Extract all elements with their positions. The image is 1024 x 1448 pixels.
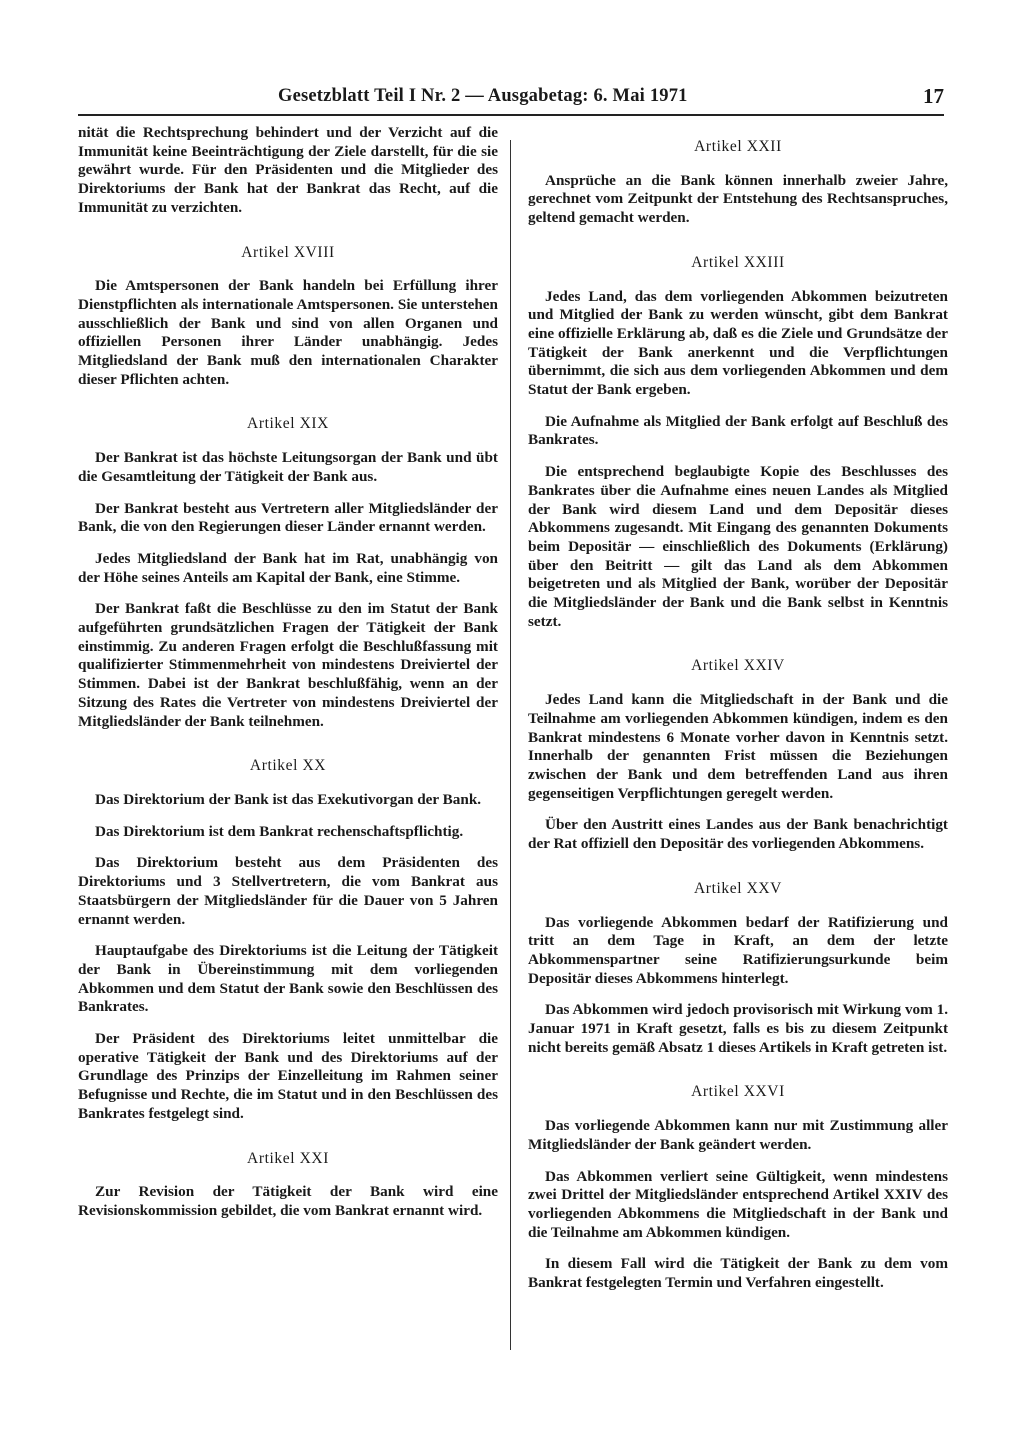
- paragraph: Ansprüche an die Bank können innerhalb zweier Jahre, gerechnet vom Zeitpunkt der Entstehung des Rechtsanspruches, geltend gemacht werden.: [528, 171, 948, 227]
- left-column: [78, 124, 498, 1234]
- paragraph: Der Bankrat ist das höchste Leitungsorgan der Bank und übt die Gesamtleitung der Tätigkeit der Bank aus.: [78, 449, 498, 485]
- page-number: 17: [923, 84, 944, 108]
- paragraph: Die Aufnahme als Mitglied der Bank erfolgt auf Beschluß des Bankrates.: [528, 412, 948, 449]
- article-heading: Artikel XXVI: [691, 1083, 785, 1101]
- paragraph: Das Direktorium ist dem Bankrat rechenschaftspflichtig.: [95, 822, 464, 840]
- right-column: [528, 124, 948, 1306]
- article-heading: Artikel XXV: [694, 879, 782, 897]
- article-heading: Artikel XVIII: [241, 243, 335, 261]
- paragraph: Hauptaufgabe des Direktoriums ist die Leitung der Tätigkeit der Bank in Übereinstimmung mit dem vorliegenden Abkommen und dem Statut der Bank sowie den Beschlüssen des Bankrates.: [78, 942, 498, 1016]
- paragraph: Der Präsident des Direktoriums leitet unmittelbar die operative Tätigkeit der Bank und des Direktoriums auf der Grundlage des Prinzips der Einzelleitung im Rahmen seiner Befugnisse und Rechte, die im Statut und in den Beschlüssen des Bankrates festgelegt sind.: [78, 1030, 498, 1122]
- article-heading: Artikel XXI: [247, 1149, 329, 1167]
- paragraph: Das Abkommen verliert seine Gültigkeit, wenn mindestens zwei Drittel der Mitgliedsländer entsprechend Artikel XXIV des vorliegenden Abkommens die Mitgliedschaft in der Bank und die Teilnahme am Abkommen kündigen.: [528, 1167, 948, 1241]
- paragraph: Die Amtspersonen der Bank handeln bei Erfüllung ihrer Dienstpflichten als internationale Amtspersonen. Sie unterstehen ausschließlich der Bank und sind von allen Organen und offiziellen Personen ihrer Länder unabhängig. Jedes Mitgliedsland der Bank muß den internationalen Charakter dieser Pflichten achten.: [78, 277, 498, 388]
- paragraph: Das Direktorium der Bank ist das Exekutivorgan der Bank.: [95, 790, 482, 808]
- paragraph: Der Bankrat faßt die Beschlüsse zu den im Statut der Bank aufgeführten grundsätzlichen Fragen der Tätigkeit der Bank einstimmig. Zu anderen Fragen erfolgt die Beschlußfassung mit qualifizierter Stimmenmehrheit von mindestens Dreiviertel der Stimmen. Dabei ist der Bankrat beschlußfähig, wenn an der Sitzung des Rates die Vertreter von mindestens Dreiviertel der Mitgliedsländer der Bank teilnehmen.: [78, 600, 498, 730]
- article-heading: Artikel XXIII: [691, 253, 785, 271]
- column-divider: [510, 140, 511, 1350]
- article-heading: Artikel XX: [249, 757, 327, 775]
- paragraph: Jedes Mitgliedsland der Bank hat im Rat, unabhängig von der Höhe seines Anteils am Kapital der Bank, eine Stimme.: [78, 549, 498, 586]
- paragraph: Jedes Land, das dem vorliegenden Abkommen beizutreten und Mitglied der Bank zu werden wünscht, gibt dem Bankrat eine offizielle Erklärung ab, daß es die Ziele und Grundsätze der Tätigkeit der Bank anerkennt und die Verpflichtungen übernimmt, die sich aus dem vorliegenden Abkommen und dem Statut der Bank ergeben.: [528, 287, 948, 399]
- paragraph: In diesem Fall wird die Tätigkeit der Bank zu dem vom Bankrat festgelegten Termin und Verfahren eingestellt.: [528, 1255, 948, 1292]
- paragraph: Über den Austritt eines Landes aus der Bank benachrichtigt der Rat offiziell den Depositär des vorliegenden Abkommens.: [528, 816, 948, 853]
- paragraph: Das Direktorium besteht aus dem Präsidenten des Direktoriums und 3 Stellvertretern, die vom Bankrat aus Staatsbürgern der Mitgliedsländer für die Dauer von 5 Jahren ernannt werden.: [78, 854, 498, 928]
- paragraph: Der Bankrat besteht aus Vertretern aller Mitgliedsländer der Bank, die von den Regierungen dieser Länder ernannt werden.: [78, 499, 498, 536]
- article-heading: Artikel XXIV: [691, 657, 785, 675]
- paragraph: Das vorliegende Abkommen kann nur mit Zustimmung aller Mitgliedsländer der Bank geändert werden.: [528, 1117, 948, 1153]
- article-heading: Artikel XXII: [694, 138, 782, 155]
- paragraph: Das vorliegende Abkommen bedarf der Ratifizierung und tritt an dem Tage in Kraft, an dem der letzte Abkommenspartner seine Ratifizierungsurkunde beim Depositär dieses Abkommens hinterlegt.: [528, 913, 948, 987]
- article-heading: Artikel XIX: [247, 415, 329, 433]
- header-title: Gesetzblatt Teil I Nr. 2 — Ausgabetag: 6. Mai 1971: [278, 86, 688, 106]
- paragraph: Die entsprechend beglaubigte Kopie des Beschlusses des Bankrates über die Aufnahme eines neuen Landes als Mitglied der Bank wird diesem Land und dem Depositär dieses Abkommens zugesandt. Mit Eingang des genannten Dokuments beim Depositär — einschließlich des Dokuments (Erklärung) über den Beitritt — gilt das Land als dem Abkommen beigetreten und als Mitglied der Bank, worüber der Depositär die Mitgliedsländer der Bank und die Bank selbst in Kenntnis setzt.: [528, 463, 948, 630]
- paragraph: Jedes Land kann die Mitgliedschaft in der Bank und die Teilnahme am vorliegenden Abkommen kündigen, indem es den Bankrat mindestens 6 Monate vorher davon in Kenntnis setzt. Innerhalb der genannten Frist müssen die Beziehungen zwischen der Bank und dem betreffenden Land aus ihren gegenseitigen Verpflichtungen geregelt werden.: [528, 691, 948, 802]
- page-header: [78, 84, 944, 116]
- paragraph: Das Abkommen wird jedoch provisorisch mit Wirkung vom 1. Januar 1971 in Kraft gesetzt, falls es bis zu diesem Zeitpunkt nicht bereits gemäß Absatz 1 dieses Artikels in Kraft getreten ist.: [528, 1001, 948, 1056]
- paragraph: Zur Revision der Tätigkeit der Bank wird eine Revisionskommission gebildet, die vom Bankrat ernannt wird.: [78, 1183, 498, 1219]
- paragraph: nität die Rechtsprechung behindert und der Verzicht auf die Immunität keine Beeinträchtigung der Ziele darstellt, für die sie gewährt wurde. Für den Präsidenten und die Mitglieder des Direktoriums der Bank hat der Bankrat das Recht, auf die Immunität zu verzichten.: [78, 124, 498, 216]
